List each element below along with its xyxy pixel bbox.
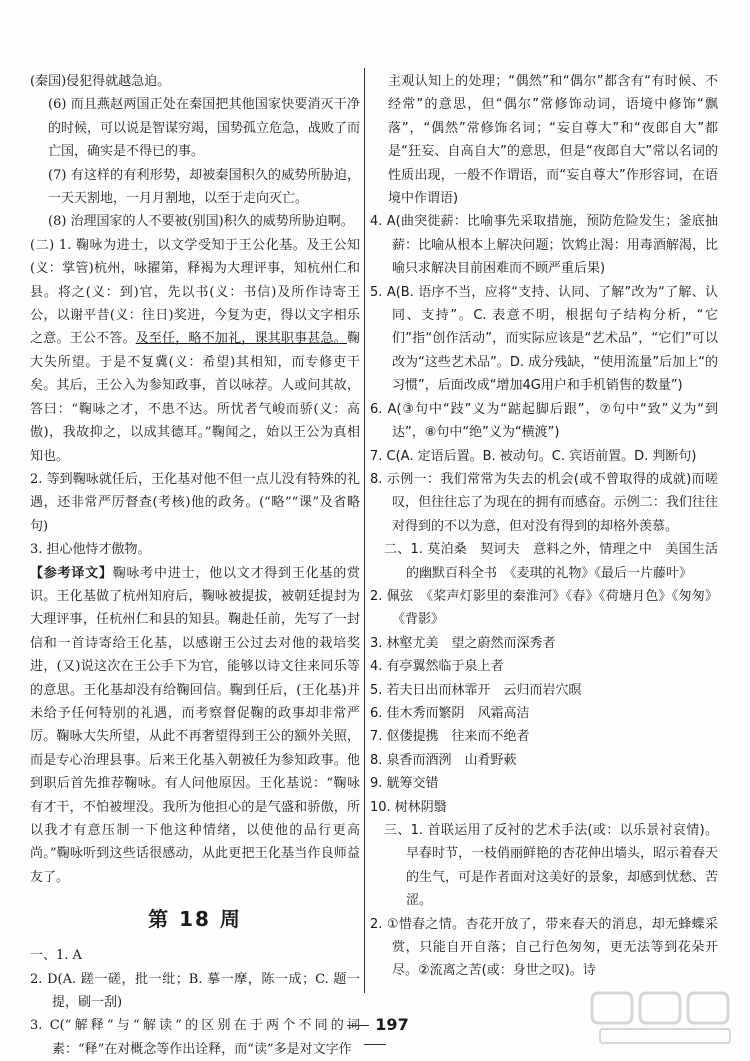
column-divider (364, 68, 365, 993)
answer-item: 4. A(曲突徙薪：比喻事先采取措施，预防危险发生；釜底抽薪：比喻从根本上解决问题；饮鸩止渴：用毒酒解渴，比喻只求解决目前困难而不顾严重后果) (370, 214, 718, 277)
week-title: 第 18 周 (148, 907, 242, 932)
answer-item: 10. 树林阴翳 (370, 799, 447, 815)
right-column (370, 70, 718, 983)
answer-item: 5. A(B. 语序不当，应将“支持、认同、了解”改为“了解、认同、支持”。C. 表意不明，根据句子结构分析，“它们”指“创作活动”，而实际应该是“艺术品”，“它们”可以改为“这些艺术品”。D. 成分残缺，“使用流量”后加上“的习惯”，后面改成“增加4G用户和手机销售的数量”) (370, 284, 718, 394)
answer-item: 4. 有亭翼然临于泉上者 (370, 659, 504, 675)
text-line: 主观认知上的处理；“偶然”和“偶尔”都含有“有时候、不经常”的意思，但“偶尔”常修饰动词，语境中修饰“飘落”，“偶然”常修饰名词；“妄自尊大”和“夜郎自大”都是“狂妄、自高自大”的意思，但是“夜郎自大”常以名词的性质出现，一般不作谓语，而“妄自尊大”作形容词，在语境中作谓语) (388, 74, 718, 207)
text-line: (8) 治理国家的人不要被(别国)积久的威势所胁迫啊。 (48, 214, 354, 230)
passage-intro: (二) 1. 鞠咏为进士，以文学受知于王公化基。及王公知(义：掌管)杭州，咏擢第，释褐为大理评事，知杭州仁和县。将之(义：到)官，先以书(义：书信)及所作诗寄王公，以谢平昔(义：往日)奖进，今复为吏，得以文字相乐之意。王公不答。 (30, 237, 360, 347)
page-number (325, 1015, 425, 1053)
answer-item: 2. 佩弦 《桨声灯影里的秦淮河》《春》《荷塘月色》《匆匆》《背影》 (370, 588, 718, 628)
answer-item-3: 3. 担心他恃才傲物。 (30, 542, 151, 558)
reference-text: 鞠咏考中进士，他以文才得到王化基的赏识。王化基做了杭州知府后，鞠咏被提拔，被朝廷提封为大理评事，任杭州仁和县的知县。鞠赴任前，先写了一封信和一首诗寄给王化基，以感谢王公过去对他的栽培奖进，(又)说这次在王公手下为官，能够以诗文往来同乐等的意思。王化基却没有给鞠回信。鞠到任后，(王化基)并未给予任何特别的礼遇，而考察督促鞠的政事却非常严厉。鞠咏大失所望，从此不再奢望得到王公的额外关照，而是专心治理县事。后来王化基入朝被任为参知政事。他到职后首先推荐鞠咏。有人问他原因。王化基说：“鞠咏有才干，不怕被埋没。我所为他担心的是气盛和骄傲，所以我才有意压制一下他这种情绪，以使他的品行更高尚。”鞠咏听到这些话很感动，从此更把王化基当作良师益友了。 (30, 565, 360, 885)
watermark-logo (590, 989, 740, 1047)
page-number-rule-right (364, 1044, 386, 1045)
answer-item: 9. 觥筹交错 (370, 776, 439, 792)
reference-translation (30, 562, 360, 890)
answer-item: 5. 若夫日出而林霏开 云归而岩穴暝 (370, 682, 582, 698)
answer-item: 二、1. 莫泊桑 契诃夫 意料之外，情理之中 美国生活的幽默百科全书 《麦琪的礼物》《最后一片藤叶》 (384, 542, 718, 581)
answer-item: 2. ①惜春之情。杏花开放了，带来春天的消息，却无蜂蝶采赏，只能自开自落；自己行色匆匆，更无法等到花朵开尽。②流离之苦(或：身世之叹)。诗 (370, 916, 718, 979)
week-answer-2: 2. D(A. 蹉一磋，批一纰；B. 摹一摩，陈一成；C. 题一提，刷一刮) (30, 971, 360, 1011)
text-line: (7) 有这样的有利形势，却被秦国积久的威势所胁迫，一天天割地，一月月割地，以至于走向灭亡。 (48, 167, 360, 207)
answer-item: 3. 林壑尤美 望之蔚然而深秀者 (370, 635, 556, 651)
classical-passage (30, 234, 360, 468)
week-answer-1: 一、1. A (30, 948, 82, 964)
answer-item: 6. 佳木秀而繁阴 风霜高洁 (370, 705, 530, 721)
left-column (30, 70, 360, 1061)
page-number-rule-left (347, 1025, 369, 1026)
answer-item: 6. A(③句中“跂”义为“踮起脚后跟”，⑦句中“致”义为“到达”，⑧句中“绝”义为“横渡”) (370, 401, 718, 441)
passage-rest: 鞠大失所望。于是不复冀(义：希望)其相知，而专修吏干矣。其后，王公入为参知政事，首以咏荐。人或问其故，答曰：“鞠咏之才，不患不达。所忧者气峻而骄(义：高傲)，我故抑之，以成其德耳。”鞠闻之，始以王公为真相知也。 (30, 331, 360, 464)
answer-item: 8. 示例一：我们常常为失去的机会(或不曾取得的成就)而嗟叹，但往往忘了为现在的拥有而感奋。示例二：我们往往对得到的不以为意，但对没有得到的却格外羡慕。 (370, 471, 718, 534)
text-line: (秦国)侵犯得就越急迫。 (30, 74, 171, 89)
answer-item: 三、1. 首联运用了反衬的艺术手法(或：以乐景衬哀情)。早春时节，一枝俏丽鲜艳的杏花伸出墙头，昭示着春天的生气，可是作者面对这美好的景象，却感到忧愁、苦涩。 (384, 823, 719, 909)
text-line: (6) 而且燕赵两国正处在秦国把其他国家快要消灭干净的时候，可以说是智谋穷竭，国势孤立危急，战败了而亡国，确实是不得已的事。 (48, 97, 361, 160)
reference-label: 【参考译文】 (30, 565, 113, 581)
passage-underlined-sentence: 及至任，略不加礼，课其职事甚急。 (135, 331, 347, 347)
answer-item: 7. C(A. 定语后置。B. 被动句。C. 宾语前置。D. 判断句) (370, 448, 697, 464)
answer-item: 7. 伛偻提携 往来而不绝者 (370, 729, 530, 745)
answer-item: 8. 泉香而酒洌 山肴野蔌 (370, 752, 517, 768)
page-number-value: 197 (375, 1015, 409, 1034)
week-answer-3: 3. C(“解释”与“解读”的区别在于两个不同的词素：“释”在对概念等作出诠释，而“读”多是对文字作 (30, 1018, 360, 1057)
answer-item-2: 2. 等到鞠咏就任后，王化基对他不但一点儿没有特殊的礼遇，还非常严厉督查(考核)他的政务。(“略”“课”及省略句) (30, 471, 360, 534)
